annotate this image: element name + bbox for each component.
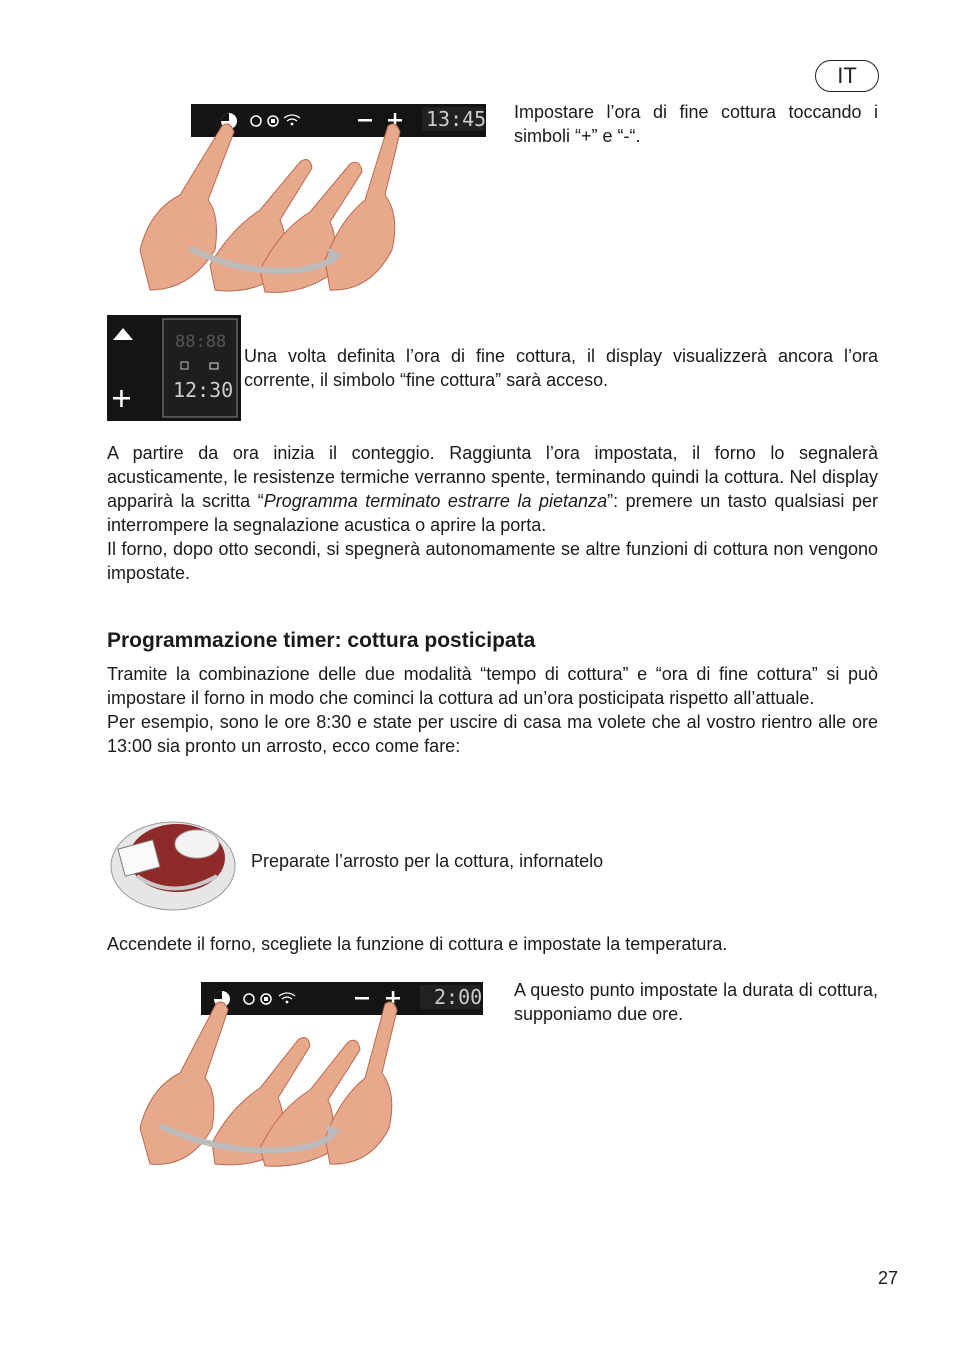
instruction-2: Una volta definita l’ora di fine cottura, il display visualizzerà ancora l’ora corrente, il simbolo “fine cottura” sarà acceso. <box>244 346 878 390</box>
display-time: 2:00 <box>434 985 483 1009</box>
top-digits: 88:88 <box>175 332 227 352</box>
control-panel-illustration-2 <box>130 978 490 1168</box>
control-panel-illustration-1 <box>130 100 490 295</box>
section-heading: Programmazione timer: cottura posticipata <box>107 629 536 652</box>
display-time: 13:45 <box>426 107 487 131</box>
display-time: 12:30 <box>173 378 234 402</box>
instruction-1: Impostare l’ora di fine cottura toccando i simboli “+” e “-“. <box>514 102 878 146</box>
hand-illustration <box>140 1002 397 1166</box>
body-text <box>107 441 878 585</box>
language-badge: IT <box>815 60 879 92</box>
paragraph-auto-off: Il forno, dopo otto secondi, si spegnerà autonomamente se altre funzioni di cottura non vengono impostate. <box>107 539 878 583</box>
hand-illustration <box>140 124 400 292</box>
paragraph-example: Per esempio, sono le ore 8:30 e state per uscire di casa ma volete che al vostro rientro alle ore 13:00 sia pronto un arrosto, ecco come fare: <box>107 712 878 756</box>
page-number: 27 <box>878 1268 899 1288</box>
paragraph-intro: Tramite la combinazione delle due modalità “tempo di cottura” e “ora di fine cottura” si può impostare il forno in modo che cominci la cottura ad un’ora posticipata rispetto all’attuale. <box>107 664 878 708</box>
minus-icon <box>358 119 372 122</box>
roast-image <box>107 806 239 916</box>
step-text: Accendete il forno, scegliete la funzione di cottura e impostate la temperatura. <box>107 934 728 954</box>
instruction-3: A questo punto impostate la durata di cottura, supponiamo due ore. <box>514 980 878 1024</box>
intro-text <box>107 662 878 758</box>
roast-caption: Preparate l’arrosto per la cottura, infornatelo <box>251 851 604 871</box>
paragraph-countdown: A partire da ora inizia il conteggio. Raggiunta l’ora impostata, il forno lo segnalerà acusticamente, le resistenze termiche verranno spente, terminando quindi la cottura. Nel display apparirà la scritta “Programma terminato estrarre la pietanza”: premere un tasto qualsiasi per interrompere la segnalazione acustica o aprire la porta. <box>107 443 878 535</box>
minus-icon <box>355 997 369 1000</box>
end-time-display-illustration <box>107 315 241 421</box>
